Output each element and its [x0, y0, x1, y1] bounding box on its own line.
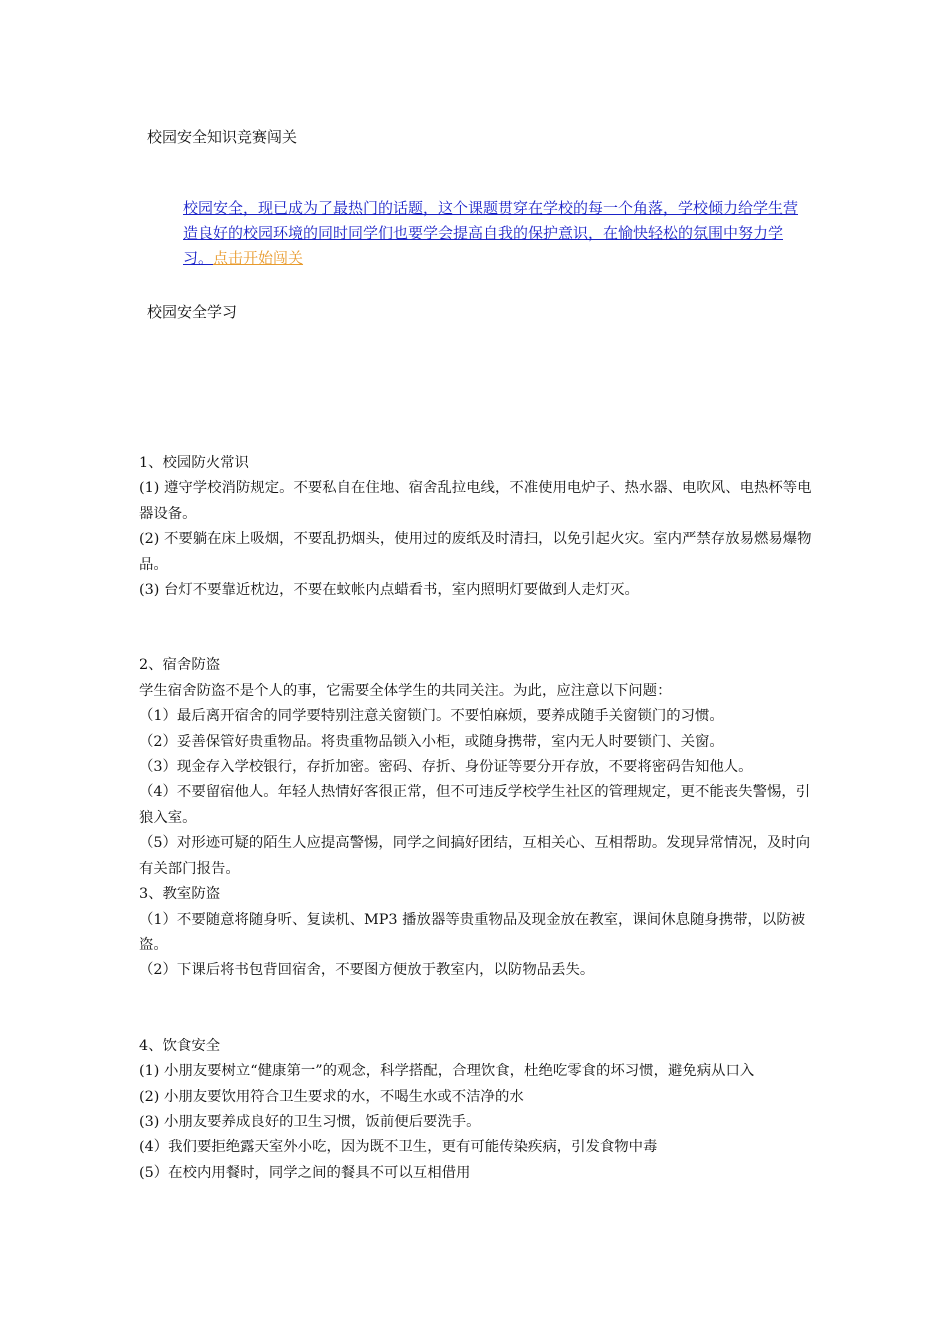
section-fire-safety — [139, 451, 815, 603]
section-line: (1) 遵守学校消防规定。不要私自在住地、宿舍乱拉电线，不准使用电炉子、热水器、电吹风、电热杯等电器设备。 — [139, 480, 812, 522]
intro-link-text[interactable]: 校园安全，现已成为了最热门的话题，这个课题贯穿在学校的每一个角落，学校倾力给学生营造良好的校园环境的同时同学们也要学会提高自我的保护意识，在愉快轻松的氛围中努力学习。 — [183, 199, 799, 267]
section-line: （4）不要留宿他人。年轻人热情好客很正常，但不可违反学校学生社区的管理规定，更不能丧失警惕，引狼入室。 — [139, 784, 811, 826]
section-line: (5）在校内用餐时，同学之间的餐具不可以互相借用 — [139, 1164, 471, 1181]
section-title-study: 校园安全学习 — [147, 303, 238, 321]
section-line: （3）现金存入学校银行，存折加密。密码、存折、身份证等要分开存放，不要将密码告知他人。 — [139, 759, 753, 776]
section-heading: 4、饮食安全 — [139, 1037, 221, 1054]
intro-paragraph — [183, 196, 808, 271]
section-dorm-theft — [139, 653, 815, 882]
start-challenge-link[interactable]: 点击开始闯关 — [213, 249, 304, 267]
section-line: (3) 台灯不要靠近枕边，不要在蚊帐内点蜡看书，室内照明灯要做到人走灯灭。 — [139, 582, 639, 599]
page-title: 校园安全知识竞赛闯关 — [147, 128, 298, 146]
section-line: (2) 小朋友要饮用符合卫生要求的水，不喝生水或不洁净的水 — [139, 1088, 524, 1105]
section-line: (1) 小朋友要树立“健康第一”的观念，科学搭配，合理饮食，杜绝吃零食的坏习惯，避免病从口入 — [139, 1063, 755, 1080]
section-line: (4）我们要拒绝露天室外小吃，因为既不卫生，更有可能传染疾病，引发食物中毒 — [139, 1139, 658, 1156]
article-body — [139, 451, 815, 1186]
section-line: （1）不要随意将随身听、复读机、MP3 播放器等贵重物品及现金放在教室，课间休息随身携带，以防被盗。 — [139, 911, 806, 953]
section-line: （5）对形迹可疑的陌生人应提高警惕，同学之间搞好团结，互相关心、互相帮助。发现异常情况，及时向有关部门报告。 — [139, 835, 811, 877]
section-line: 学生宿舍防盗不是个人的事，它需要全体学生的共同关注。为此，应注意以下问题： — [139, 682, 672, 699]
section-line: （2）妥善保管好贵重物品。将贵重物品锁入小柜，或随身携带，室内无人时要锁门、关窗。 — [139, 733, 724, 750]
section-classroom-theft — [139, 882, 815, 984]
section-line: （1）最后离开宿舍的同学要特别注意关窗锁门。不要怕麻烦，要养成随手关窗锁门的习惯。 — [139, 708, 724, 725]
section-line: (2) 不要躺在床上吸烟，不要乱扔烟头，使用过的废纸及时清扫，以免引起火灾。室内严禁存放易燃易爆物品。 — [139, 531, 812, 573]
section-food-safety — [139, 1034, 815, 1186]
section-heading: 3、教室防盗 — [139, 886, 221, 903]
section-line: （2）下课后将书包背回宿舍，不要图方便放于教室内，以防物品丢失。 — [139, 962, 595, 979]
section-line: (3) 小朋友要养成良好的卫生习惯，饭前便后要洗手。 — [139, 1113, 481, 1130]
section-heading: 1、校园防火常识 — [139, 455, 249, 471]
section-heading: 2、宿舍防盗 — [139, 657, 221, 674]
